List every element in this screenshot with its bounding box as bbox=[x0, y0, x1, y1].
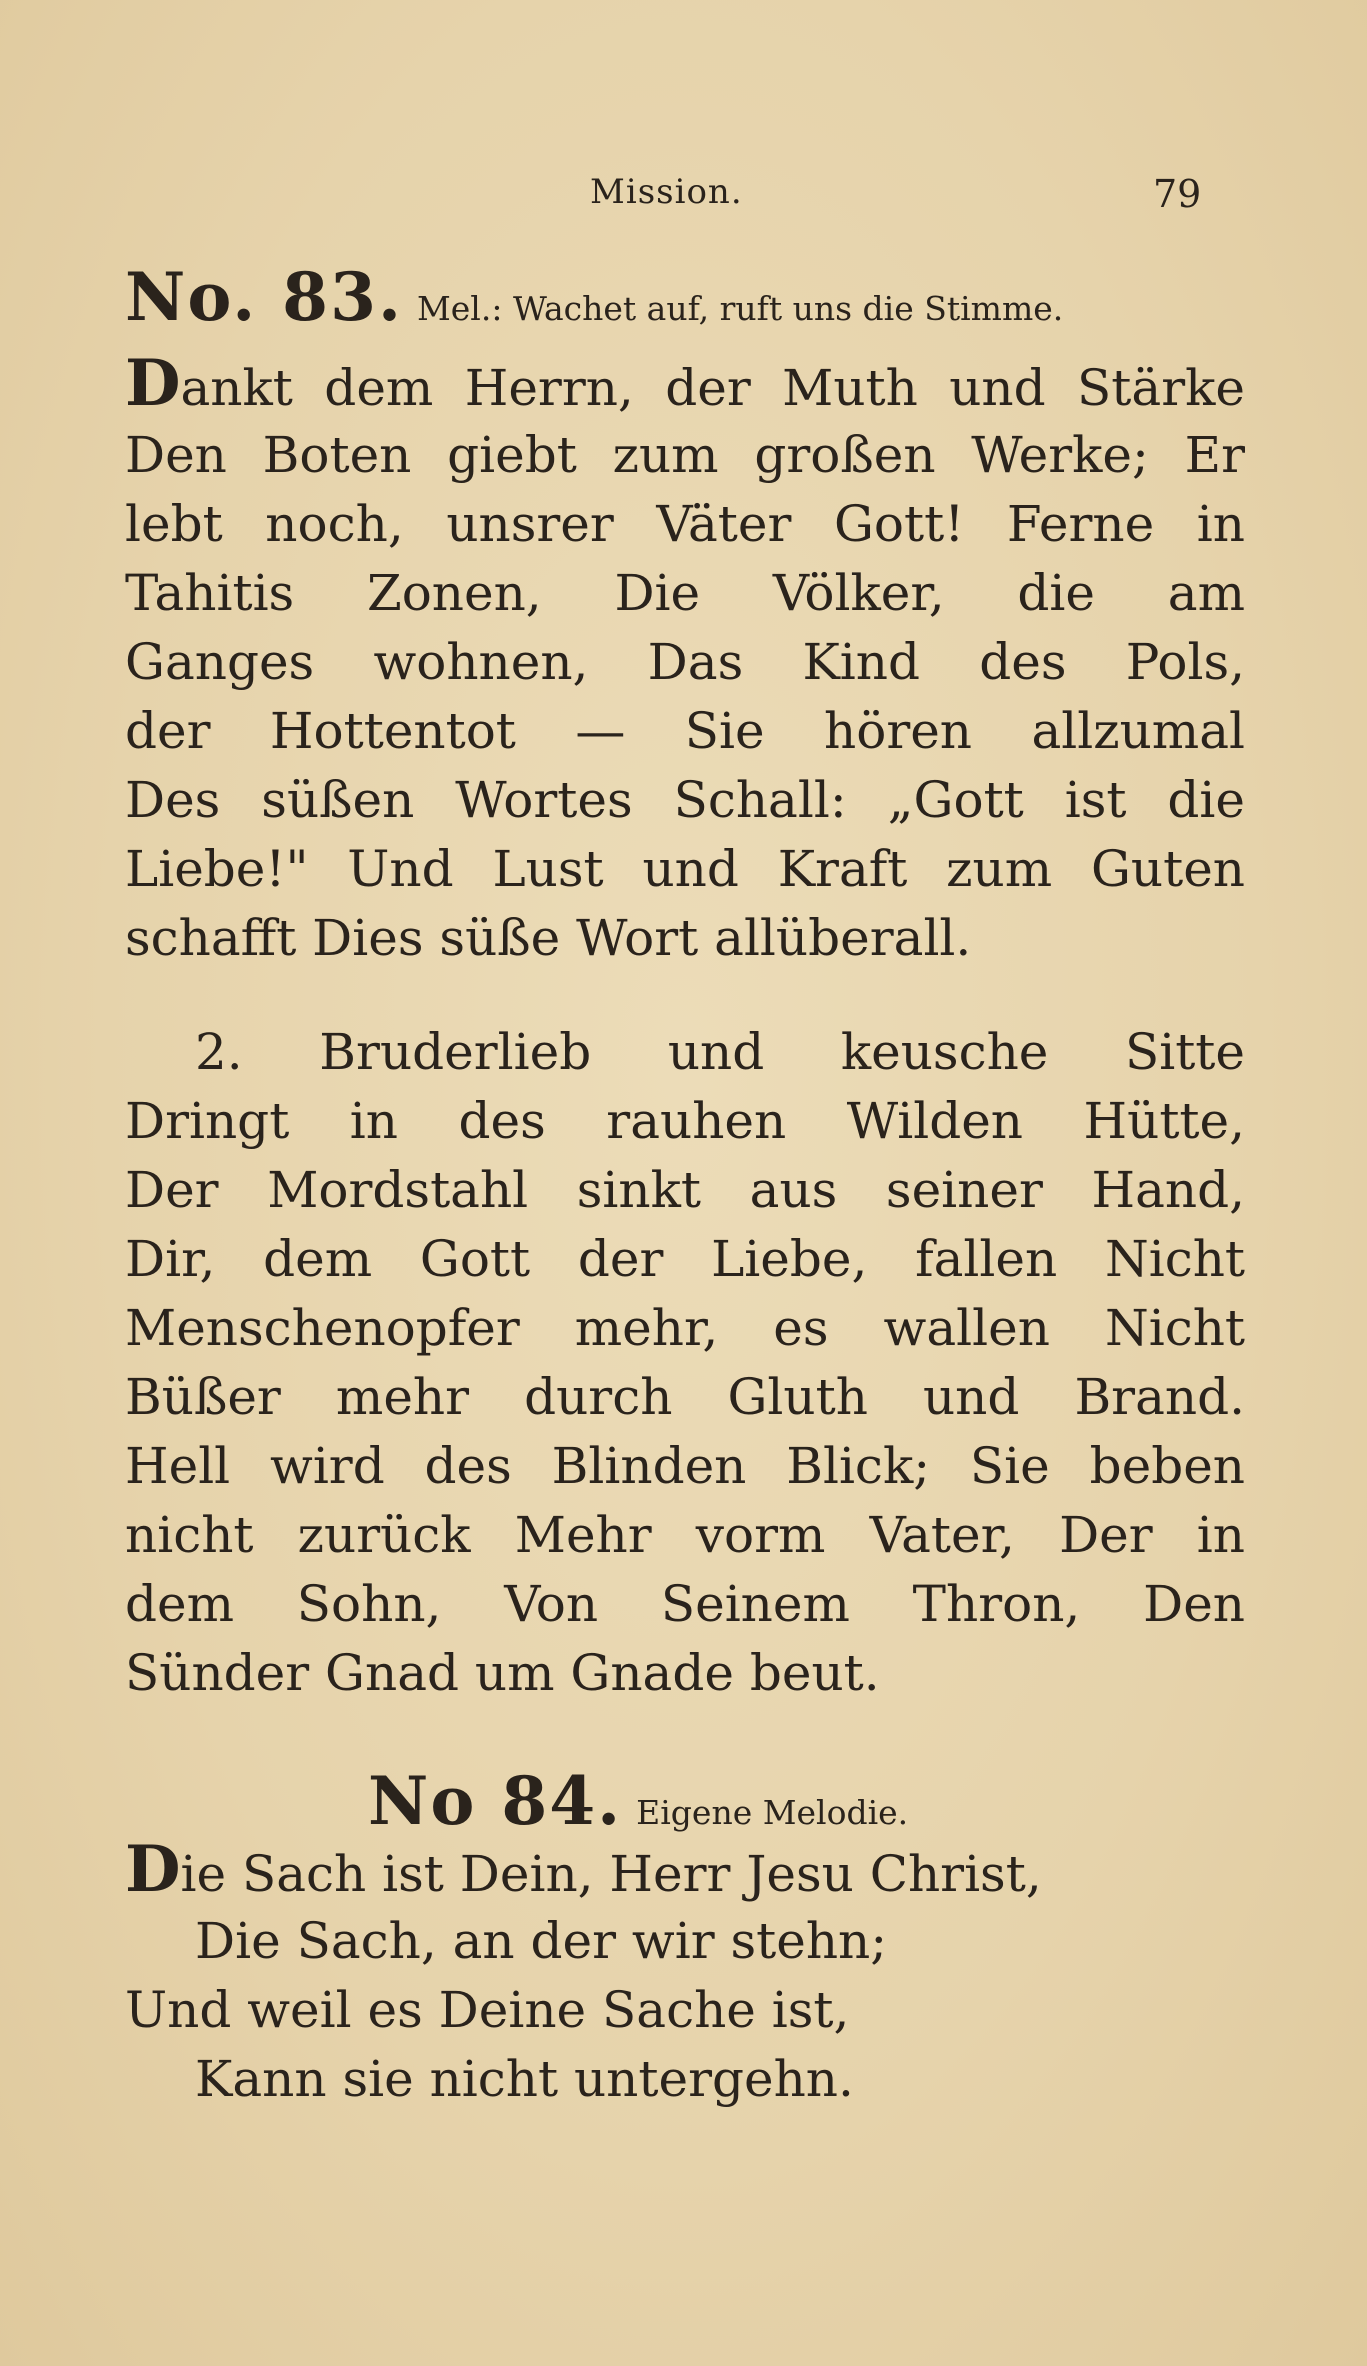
running-head bbox=[0, 168, 1367, 218]
verse-line: Sünder Gnad um Gnade beut. bbox=[125, 1644, 880, 1702]
hymn-melody: Eigene Melodie. bbox=[636, 1793, 909, 1832]
hymn-83-stanza-2 bbox=[125, 1018, 1245, 1708]
hymn-84-stanza-1 bbox=[125, 1838, 1245, 2114]
verse-line: Des süßen Wortes Schall: „Gott ist die bbox=[125, 771, 1245, 829]
verse-line: Tahitis Zonen, Die Völker, die am bbox=[125, 564, 1245, 622]
hymn-melody: Mel.: Wachet auf, ruft uns die Stimme. bbox=[416, 289, 1064, 328]
verse-line: der Hottentot — Sie hören allzumal bbox=[125, 702, 1245, 760]
verse-line: Dir, dem Gott der Liebe, fallen Nicht bbox=[125, 1230, 1245, 1288]
verse-line: lebt noch, unsrer Väter Gott! Ferne in bbox=[125, 495, 1245, 553]
verse-line: dem Sohn, Von Seinem Thron, Den bbox=[125, 1575, 1245, 1633]
hymn-83-stanza-1 bbox=[125, 352, 1245, 973]
verse-line: Die Sach, an der wir stehn; bbox=[195, 1912, 888, 1970]
hymn-number: No 84. bbox=[368, 1762, 623, 1840]
verse-line: 2. Bruderlieb und keusche Sitte bbox=[195, 1023, 1245, 1081]
verse-line: Den Boten giebt zum großen Werke; Er bbox=[125, 426, 1245, 484]
verse-line: Der Mordstahl sinkt aus seiner Hand, bbox=[125, 1161, 1245, 1219]
verse-line: Ganges wohnen, Das Kind des Pols, bbox=[125, 633, 1245, 691]
verse-line: Büßer mehr durch Gluth und Brand. bbox=[125, 1368, 1245, 1426]
verse-line: Menschenopfer mehr, es wallen Nicht bbox=[125, 1299, 1245, 1357]
hymn-header-84 bbox=[368, 1762, 1367, 1840]
verse-line: Kann sie nicht untergehn. bbox=[195, 2050, 854, 2108]
verse-line: Hell wird des Blinden Blick; Sie beben bbox=[125, 1437, 1245, 1495]
verse-line: Dringt in des rauhen Wilden Hütte, bbox=[125, 1092, 1245, 1150]
hymn-number: No. 83. bbox=[125, 258, 403, 336]
verse-line: Liebe!" Und Lust und Kraft zum Guten bbox=[125, 840, 1245, 898]
drop-initial: D bbox=[125, 1838, 181, 1907]
hymn-header-83 bbox=[125, 258, 1255, 336]
verse-line bbox=[125, 352, 1245, 421]
section-title: Mission. bbox=[590, 172, 743, 212]
verse-line: schafft Dies süße Wort allüberall. bbox=[125, 909, 972, 967]
verse-text: ankt dem Herrn, der Muth und Stärke bbox=[180, 359, 1245, 417]
verse-line: nicht zurück Mehr vorm Vater, Der in bbox=[125, 1506, 1245, 1564]
verse-line bbox=[125, 1838, 1245, 1907]
page-number: 79 bbox=[1153, 172, 1202, 216]
drop-initial: D bbox=[125, 352, 181, 421]
verse-text: ie Sach ist Dein, Herr Jesu Christ, bbox=[180, 1845, 1042, 1903]
verse-line: Und weil es Deine Sache ist, bbox=[125, 1981, 850, 2039]
